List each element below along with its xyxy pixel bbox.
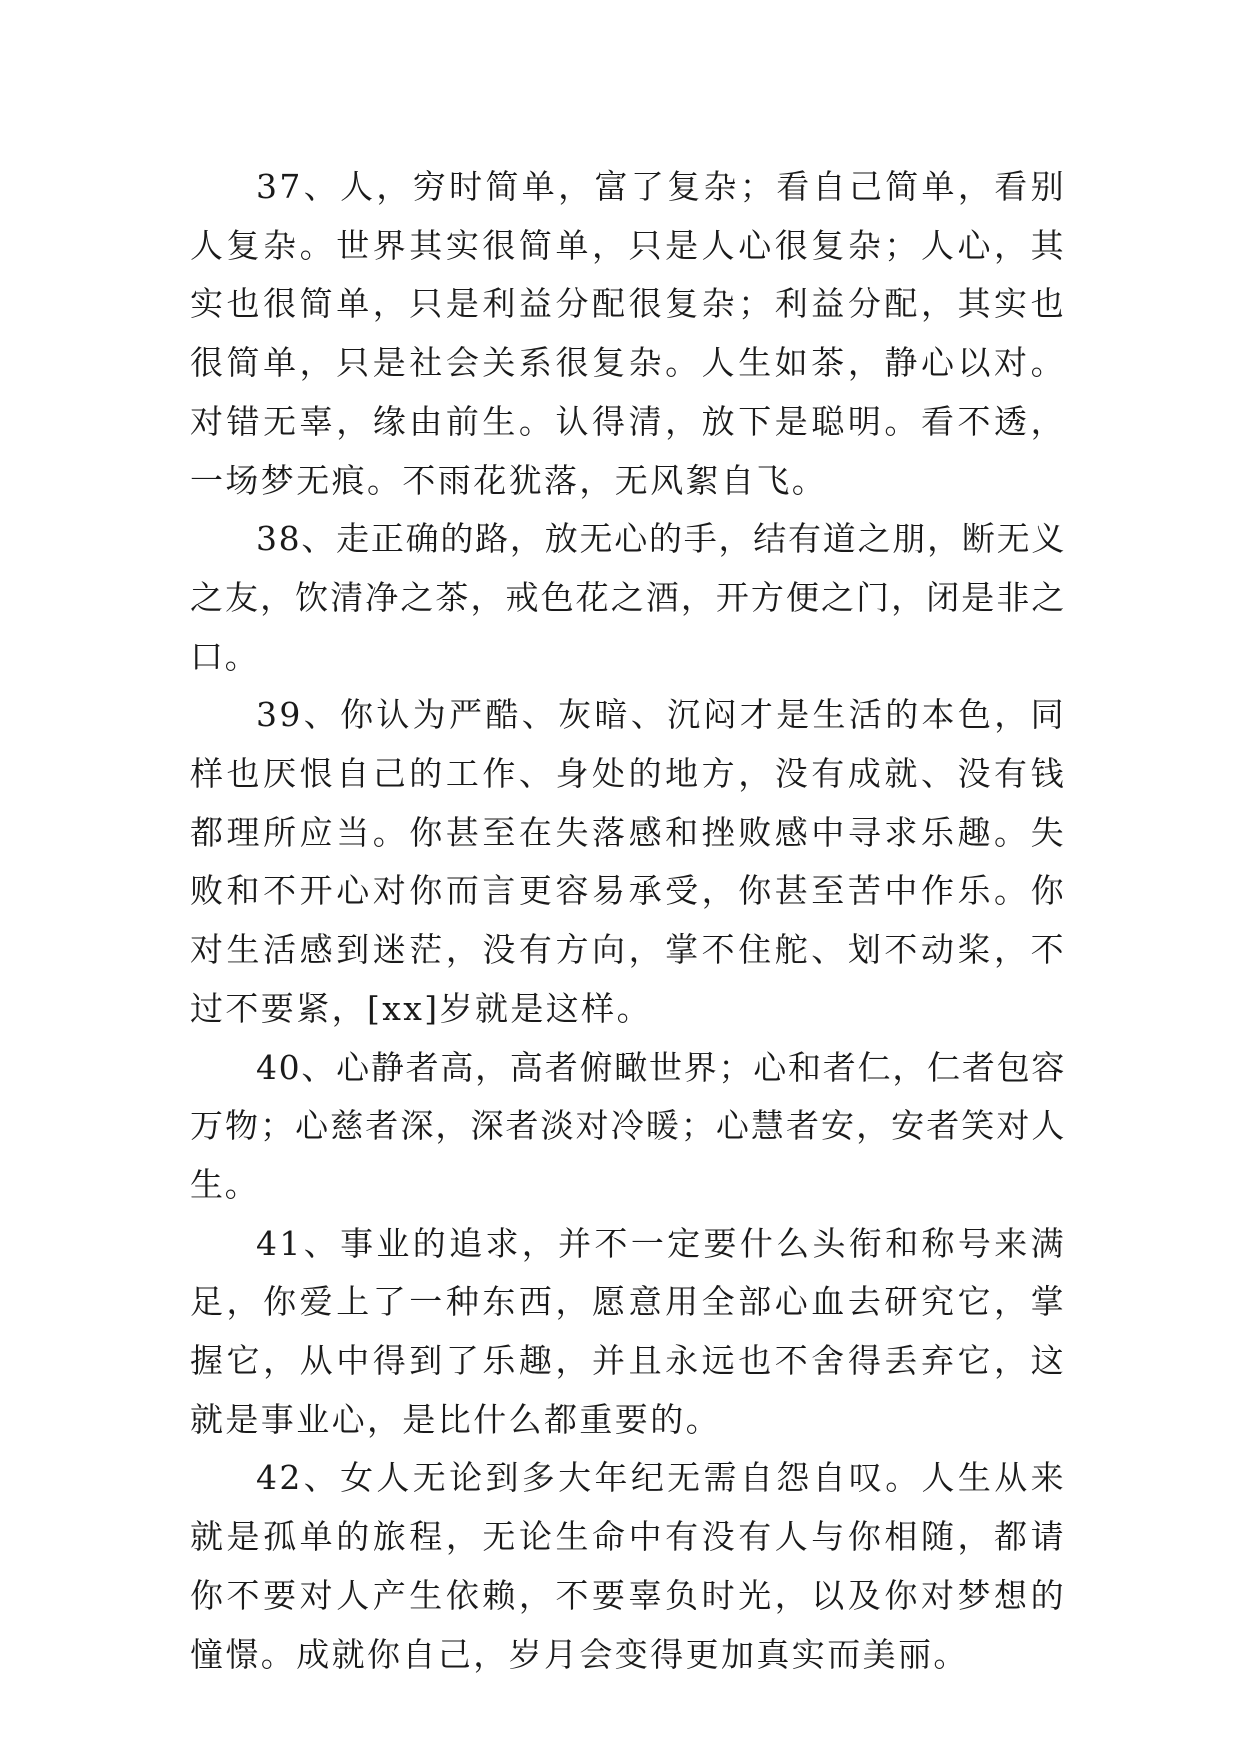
- paragraph-39: 39、你认为严酷、灰暗、沉闷才是生活的本色，同样也厌恨自己的工作、身处的地方，没有成就、没有钱都理所应当。你甚至在失落感和挫败感中寻求乐趣。失败和不开心对你而言更容易承受，你甚至苦中作乐。你对生活感到迷茫，没有方向，掌不住舵、划不动桨，不过不要紧，[xx]岁就是这样。: [190, 695, 1066, 1028]
- paragraph-41: 41、事业的追求，并不一定要什么头衔和称号来满足，你爱上了一种东西，愿意用全部心血去研究它，掌握它，从中得到了乐趣，并且永远也不舍得丢弃它，这就是事业心，是比什么都重要的。: [190, 1223, 1066, 1439]
- document-body: [190, 158, 1066, 1684]
- paragraph-37: 37、人，穷时简单，富了复杂；看自己简单，看别人复杂。世界其实很简单，只是人心很复杂；人心，其实也很简单，只是利益分配很复杂；利益分配，其实也很简单，只是社会关系很复杂。人生如茶，静心以对。对错无辜，缘由前生。认得清，放下是聪明。看不透，一场梦无痕。不雨花犹落，无风絮自飞。: [190, 167, 1066, 500]
- paragraph-38: 38、走正确的路，放无心的手，结有道之朋，断无义之友，饮清净之茶，戒色花之酒，开方便之门，闭是非之口。: [190, 519, 1066, 676]
- paragraph-42: 42、女人无论到多大年纪无需自怨自叹。人生从来就是孤单的旅程，无论生命中有没有人与你相随，都请你不要对人产生依赖，不要辜负时光，以及你对梦想的憧憬。成就你自己，岁月会变得更加真实而美丽。: [190, 1458, 1066, 1674]
- paragraph-40: 40、心静者高，高者俯瞰世界；心和者仁，仁者包容万物；心慈者深，深者淡对冷暖；心慧者安，安者笑对人生。: [190, 1047, 1066, 1204]
